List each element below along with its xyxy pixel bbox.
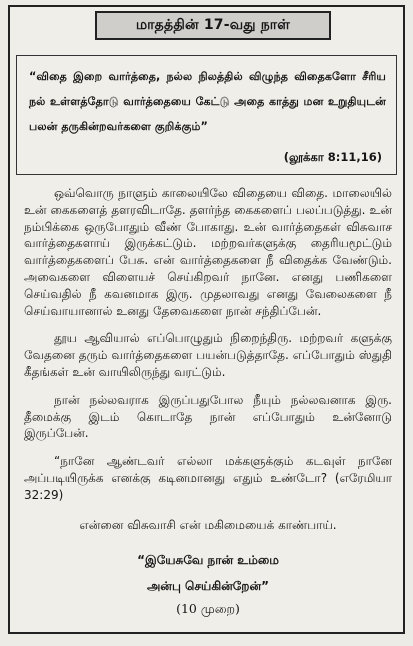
page-title: மாதத்தின் 17-வது நாள் bbox=[95, 11, 331, 40]
paragraph-4: “நானே ஆண்டவர் எல்லா மக்களுக்கும் கடவுள் நானே அப்படியிருக்க எனக்கு கடினமானது எதும் உண்டோ? (எரேமியா 32:29) bbox=[24, 454, 392, 502]
body-text bbox=[24, 185, 392, 618]
prayer-line-1: “இயேசுவே நான் உம்மை bbox=[137, 553, 279, 568]
prayer-line-2: அன்பு செய்கின்றேன்” bbox=[146, 579, 270, 594]
paragraph-2: தூய ஆவியால் எப்பொழுதும் நிறைந்திரு. மற்றவர் களுக்கு வேதனை தரும் வார்த்தைகளை பயன்படுத்தாதே. எப்போதும் ஸ்துதி கீதங்கள் உன் வாயிலிருந்து வரட்டும். bbox=[24, 331, 392, 379]
paragraph-1: ஒவ்வொரு நாளும் காலையிலே விதையை விதை. மாலையில் உன் கைகளைத் தளரவிடாதே. தளர்ந்த கைகளைப் பலப்படுத்து. உன் நம்பிக்கை ஒருபோதும் வீண் போகாது. உன் வார்த்தைகள் விசுவாச வார்த்தைகளாய் இருக்கட்டும். மற்றவர்களுக்கு தைரியமூட்டும் வார்த்தைகளைப் பேசு. என் வார்த்தைகளை நீ விதைக்க வேண்டும். அவைகளை விளையச் செய்கிறவர் நானே. எனது பணிகளை செய்வதில் நீ கவனமாக இரு. முதலாவது எனது வேலைகளை நீ செய்வாயானால் உனது தேவைகளை நான் சந்திப்பேன். bbox=[24, 186, 392, 318]
closing-line: என்னை விசுவாசி என் மகிமையைக் காண்பாய். bbox=[79, 517, 337, 532]
repeat-count: (10 முறை) bbox=[176, 601, 240, 617]
verse-text: “விதை இறை வார்த்தை, நல்ல நிலத்தில் விழுந்த விதைகளோ சீரிய நல் உள்ளத்தோடு வார்த்தையை கேட்டு அதை காத்து மன உறுதியுடன் பலன் தருகின்றவர்களை குறிக்கும்” bbox=[29, 70, 386, 133]
verse-box bbox=[16, 55, 397, 175]
verse-reference: (லூக்கா 8:11,16) bbox=[283, 150, 382, 164]
paragraph-3: நான் நல்லவராக இருப்பதுபோல நீயும் நல்லவனாக இரு. தீமைக்கு இடம் கொடாதே நான் எப்போதும் உன்னோடு இருப்பேன். bbox=[24, 392, 392, 441]
devotional-page bbox=[8, 5, 405, 634]
